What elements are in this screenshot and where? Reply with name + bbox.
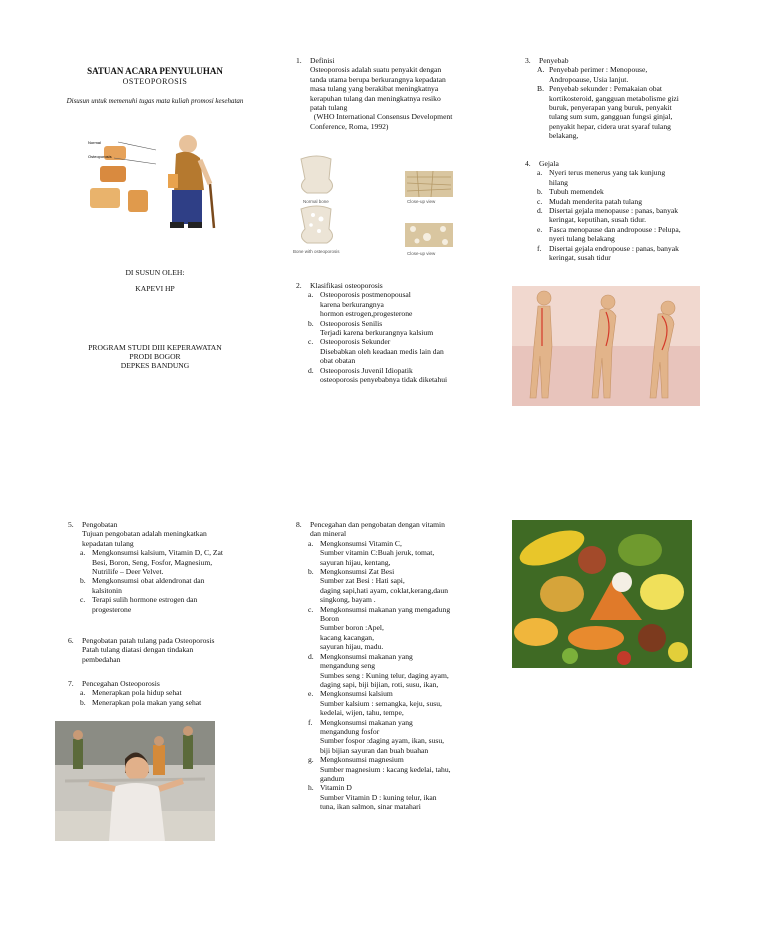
list-item [537,187,725,196]
text-line: kacang kacangan, [320,632,374,642]
text-line: Tujuan pengobatan adalah meningkatkan [82,529,207,539]
text-line: keringat, susah tidur [549,253,611,263]
section-number: 5. [68,520,74,529]
list-item [80,576,268,595]
text-line: Osteoporosis Sekunder [320,337,391,347]
author-name: KAPEVI HP [135,284,175,293]
text-line: patah tulang [310,103,348,113]
text-line: osteoporosis penyebabnya tidak diketahui [320,375,448,385]
text-line: Sumber boron :Apel, [320,623,384,633]
list-item [308,366,496,385]
text-line: Mudah menderita patah tulang [549,196,642,206]
item-key: a. [308,290,314,300]
text-line: Disertai gejala menopause : panas, banyak [549,206,679,216]
text-line: Sumber kalsium : semangka, keju, susu, [320,698,442,708]
text-line: (WHO International Consensus Development [310,112,453,122]
text-line: Mengkonsumsi makanan yang [320,717,413,727]
item-key: b. [308,567,314,577]
text-line: kerapuhan tulang dan meningkatnya resiko [310,93,441,103]
text-line: Terjadi karena berkurangnya kalsium [320,328,434,338]
text-line: hilang [549,177,568,187]
text-line: obat obatan [320,356,356,366]
text-line: Nutrilife – Deer Velvet. [92,567,164,577]
text-line: mengandung seng [320,661,376,671]
item-key: a. [80,688,86,698]
text-line: kepadatan tulang [82,538,134,548]
item-key: e. [308,689,314,699]
list-item [80,698,268,707]
list-item [308,567,496,605]
text-line: Penyebab perimer : Menopouse, [549,65,648,75]
section-title: Definisi [310,56,335,65]
section-title: Penyebab [539,56,569,65]
text-line: Osteoporosis Juvenil Idiopatik [320,365,413,375]
text-line: Mengkonsumsi Zat Besi [320,567,395,577]
item-key: c. [308,337,314,347]
item-key: e. [537,224,543,234]
item-key: c. [537,196,543,206]
list-item [80,595,268,614]
text-line: Sumbes seng : Kuning telur, daging ayam, [320,670,449,680]
image-label-osteoporosis: Osteoporosis [88,154,112,159]
text-line: keringat, keputihan, susah tidur. [549,215,647,225]
text-line: Patah tulang diatasi dengan tindakan [82,645,194,655]
item-key: B. [537,84,544,94]
text-line: Nyeri terus menerus yang tak kunjung [549,168,666,178]
text-line: hormon estrogen,progesterone [320,309,413,319]
text-line: Andropoause, Usia lanjut. [549,74,629,84]
text-line: nyeri tulang belakang [549,234,615,244]
depkes-name: DEPKES BANDUNG [120,361,190,370]
text-line: daging sapi,hati ayam, coklat,kerang,daun [320,585,448,595]
item-key: a. [80,548,86,558]
item-key: c. [308,604,314,614]
section-number: 1. [296,56,302,65]
text-line: daging sapi, biji bijian, roti, susu, ikan, [320,679,439,689]
text-line: belakang, [549,131,579,141]
section-fracture-treatment [68,636,268,664]
text-line: Mengkonsumsi Vitamin C, [320,538,402,548]
text-line: karena berkurangnya [320,299,384,309]
list-item [537,84,725,140]
list-item [308,290,496,318]
section-prevention [68,679,268,707]
text-line: Disebabkan oleh keadaan medis lain dan [320,346,444,356]
text-line: masa tulang yang berakibat meningkatnya [310,84,439,94]
text-line: Mengkonsumsi makanan yang mengadung [320,604,451,614]
section-number: 2. [296,281,302,290]
text-line: Menerapkan pola makan yang sehat [92,697,202,707]
list-item [308,783,496,811]
text-line: buruk, penyerapan yang buruk, penyakit [549,103,672,113]
item-key: h. [308,783,314,793]
text-line: sayuran hijau, kentang, [320,557,391,567]
text-line: Sumber Vitamin D : kuning telur, ikan [320,792,437,802]
list-item [308,319,496,338]
prodi-name: PRODI BOGOR [129,352,181,361]
text-line: Sumber vitamin C:Buah jeruk, tomat, [320,548,435,558]
text-line: Menerapkan pola hidup sehat [92,688,182,698]
text-line: Sumber fospor :daging ayam, ikan, susu, [320,736,445,746]
section-symptoms [525,159,725,262]
item-key: b. [80,697,86,707]
section-title: Gejala [539,159,559,168]
text-line: Boron [320,614,339,624]
cover-title: SATUAN ACARA PENYULUHAN [87,66,223,76]
section-number: 8. [296,520,302,529]
posture-progression-image [512,286,700,406]
cover-purpose: Disusun untuk memenuhi tugas mata kuliah promosi kesehatan [66,97,244,105]
text-line: Penyebab sekunder : Pemakaian obat [549,84,663,94]
section-treatment [68,520,268,614]
item-key: c. [80,595,86,605]
closeup-label-2: Close-up view [407,251,436,256]
text-line: biji bijian sayuran dan buah buahan [320,745,429,755]
list-item [308,652,496,690]
section-definition [296,56,496,131]
list-item [537,197,725,206]
text-line: gandum [320,773,345,783]
exercise-photo [55,721,215,841]
list-item [308,689,496,717]
list-item [537,168,725,187]
text-line: tuna, ikan salmon, sinar matahari [320,802,421,812]
text-line: Osteoporosis Senilis [320,318,383,328]
text-line: tanda utama berupa berkurangnya kepadatan [310,74,446,84]
bone-comparison-image [287,153,465,261]
list-item [308,605,496,652]
text-line: Mengkonsumsi magnesium [320,755,404,765]
text-line: Osteoporosis postmenopousal [320,290,411,300]
text-line: mengandung fosfor [320,726,380,736]
section-title: Pencegahan dan pengobatan dengan vitamin [310,520,445,529]
list-item [537,65,725,84]
text-line: Disertai gejala endropouse : panas, banyak [549,243,679,253]
item-key: d. [308,651,314,661]
list-item [80,688,268,697]
osteoporosis-elderly-image [84,128,224,238]
text-line: singkong, bayam . [320,595,376,605]
item-key: a. [537,168,543,178]
text-line: Conference, Roma, 1992) [310,121,389,131]
text-line: Mengkonsumsi makanan yang [320,651,413,661]
section-title: Pengobatan patah tulang pada Osteoporosis [82,636,215,645]
cover-subtitle: OSTEOPOROSIS [122,77,188,86]
program-name: PROGRAM STUDI DIII KEPERAWATAN [88,343,222,352]
fruits-vegetables-image [512,520,692,668]
text-line: Besi, Boron, Seng, Fosfor, Magnesium, [92,557,213,567]
text-line: kalsitonin [92,585,122,595]
section-causes [525,56,725,141]
item-key: d. [308,365,314,375]
item-key: f. [537,243,542,253]
section-title: Klasifikasi osteoporosis [310,281,383,290]
section-classification [296,281,496,384]
text-line: Terapi sulih hormone estrogen dan [92,595,198,605]
section-number: 6. [68,636,74,645]
list-item [308,539,496,567]
bone-label-osteoporosis: Bone with osteoporosis [293,249,340,254]
list-item [308,755,496,783]
text-line: kedelai, wijen, tahu, tempe, [320,708,404,718]
text-line: Mengkonsumsi obat aldendronat dan [92,576,205,586]
section-number: 3. [525,56,531,65]
item-key: g. [308,755,314,765]
text-line: Sumber zat Besi : Hati sapi, [320,576,405,586]
text-line: Fasca menopause dan andropouse : Pelupa, [549,224,681,234]
list-item [537,244,725,263]
list-item [537,225,725,244]
list-item [80,548,268,576]
list-item [308,337,496,365]
closeup-label-1: Close-up view [407,199,436,204]
text-line: sayuran hijau, madu. [320,642,384,652]
item-key: f. [308,717,313,727]
text-line: Mengkonsumsi kalsium, Vitamin D, C, Zat [92,548,224,558]
item-key: A. [537,65,545,75]
list-item [537,206,725,225]
item-key: d. [537,206,543,216]
section-vitamins-minerals [296,520,496,812]
text-line: pembedahan [82,654,121,664]
section-number: 4. [525,159,531,168]
text-line: progesterone [92,604,132,614]
text-line: Vitamin D [320,783,352,793]
prepared-by-label: DI SUSUN OLEH: [125,268,185,277]
text-line: tulang sum sum, gangguan fungsi ginjal, [549,112,673,122]
item-key: b. [537,187,543,197]
item-key: a. [308,538,314,548]
text-line: Tubuh memendek [549,187,604,197]
list-item [308,718,496,756]
section-title: Pengobatan [82,520,118,529]
section-title: Pencegahan Osteoporosis [82,679,160,688]
section-number: 7. [68,679,74,688]
item-key: b. [80,576,86,586]
text-line: kortikosteroid, gangguan metabolisme gizi [549,93,679,103]
bone-label-normal: Normal bone [303,199,329,204]
text-line: Mengkonsumsi kalsium [320,689,393,699]
image-label-normal: Normal [88,140,101,145]
text-line: penyakit hepar, cidera urat syaraf tulang [549,121,671,131]
text-line: Sumber magnesium : kacang kedelai, tahu, [320,764,451,774]
item-key: b. [308,318,314,328]
text-line: Osteoporosis adalah suatu penyakit dengan [310,65,442,75]
section-title-continued: dan mineral [310,529,347,539]
